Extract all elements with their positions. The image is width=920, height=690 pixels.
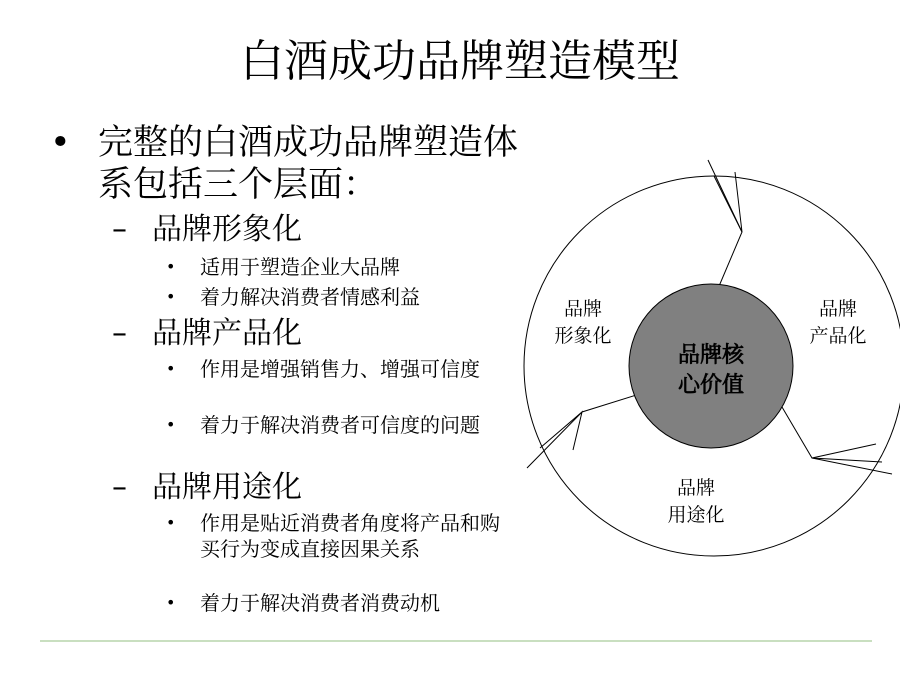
bullet-dot: • [166,257,176,276]
level-heading-text: 品牌用途化 [152,470,302,505]
page-title: 白酒成功品牌塑造模型 [240,36,680,87]
bullet-dot: • [166,359,176,378]
footer-divider [40,640,872,642]
point-text: 着力于解决消费者可信度的问题 [200,413,480,437]
intro-text: 完整的白酒成功品牌塑造体系包括三个层面： [98,123,519,205]
level-heading-text: 品牌形象化 [152,212,302,247]
segment-label-line2: 形象化 [554,325,612,347]
dash-marker: – [112,316,127,351]
dash-marker: – [112,470,127,505]
segment-label-line2: 用途化 [667,504,725,526]
segment-label-line1: 品牌 [818,298,858,320]
point-text: 着力于解决消费者消费动机 [200,591,440,615]
bullet-dot: • [50,123,71,163]
segment-label-line1: 品牌 [563,298,603,320]
core-label-line1: 品牌核 [677,343,745,368]
bullet-dot: • [166,593,176,612]
core-label-line2: 心价值 [677,373,745,398]
bullet-dot: • [166,513,176,532]
point-text: 着力解决消费者情感利益 [200,285,420,309]
point-text: 适用于塑造企业大品牌 [200,255,400,279]
segment-label-line2: 产品化 [809,325,867,347]
bullet-dot: • [166,287,176,306]
brand-cycle-diagram [520,150,900,570]
level-heading-text: 品牌产品化 [152,316,302,351]
point-text: 作用是贴近消费者角度将产品和购买行为变成直接因果关系 [200,511,500,561]
segment-label-line1: 品牌 [676,477,716,499]
bullet-dot: • [166,415,176,434]
point-text: 作用是增强销售力、增强可信度 [200,357,480,381]
dash-marker: – [112,212,127,247]
